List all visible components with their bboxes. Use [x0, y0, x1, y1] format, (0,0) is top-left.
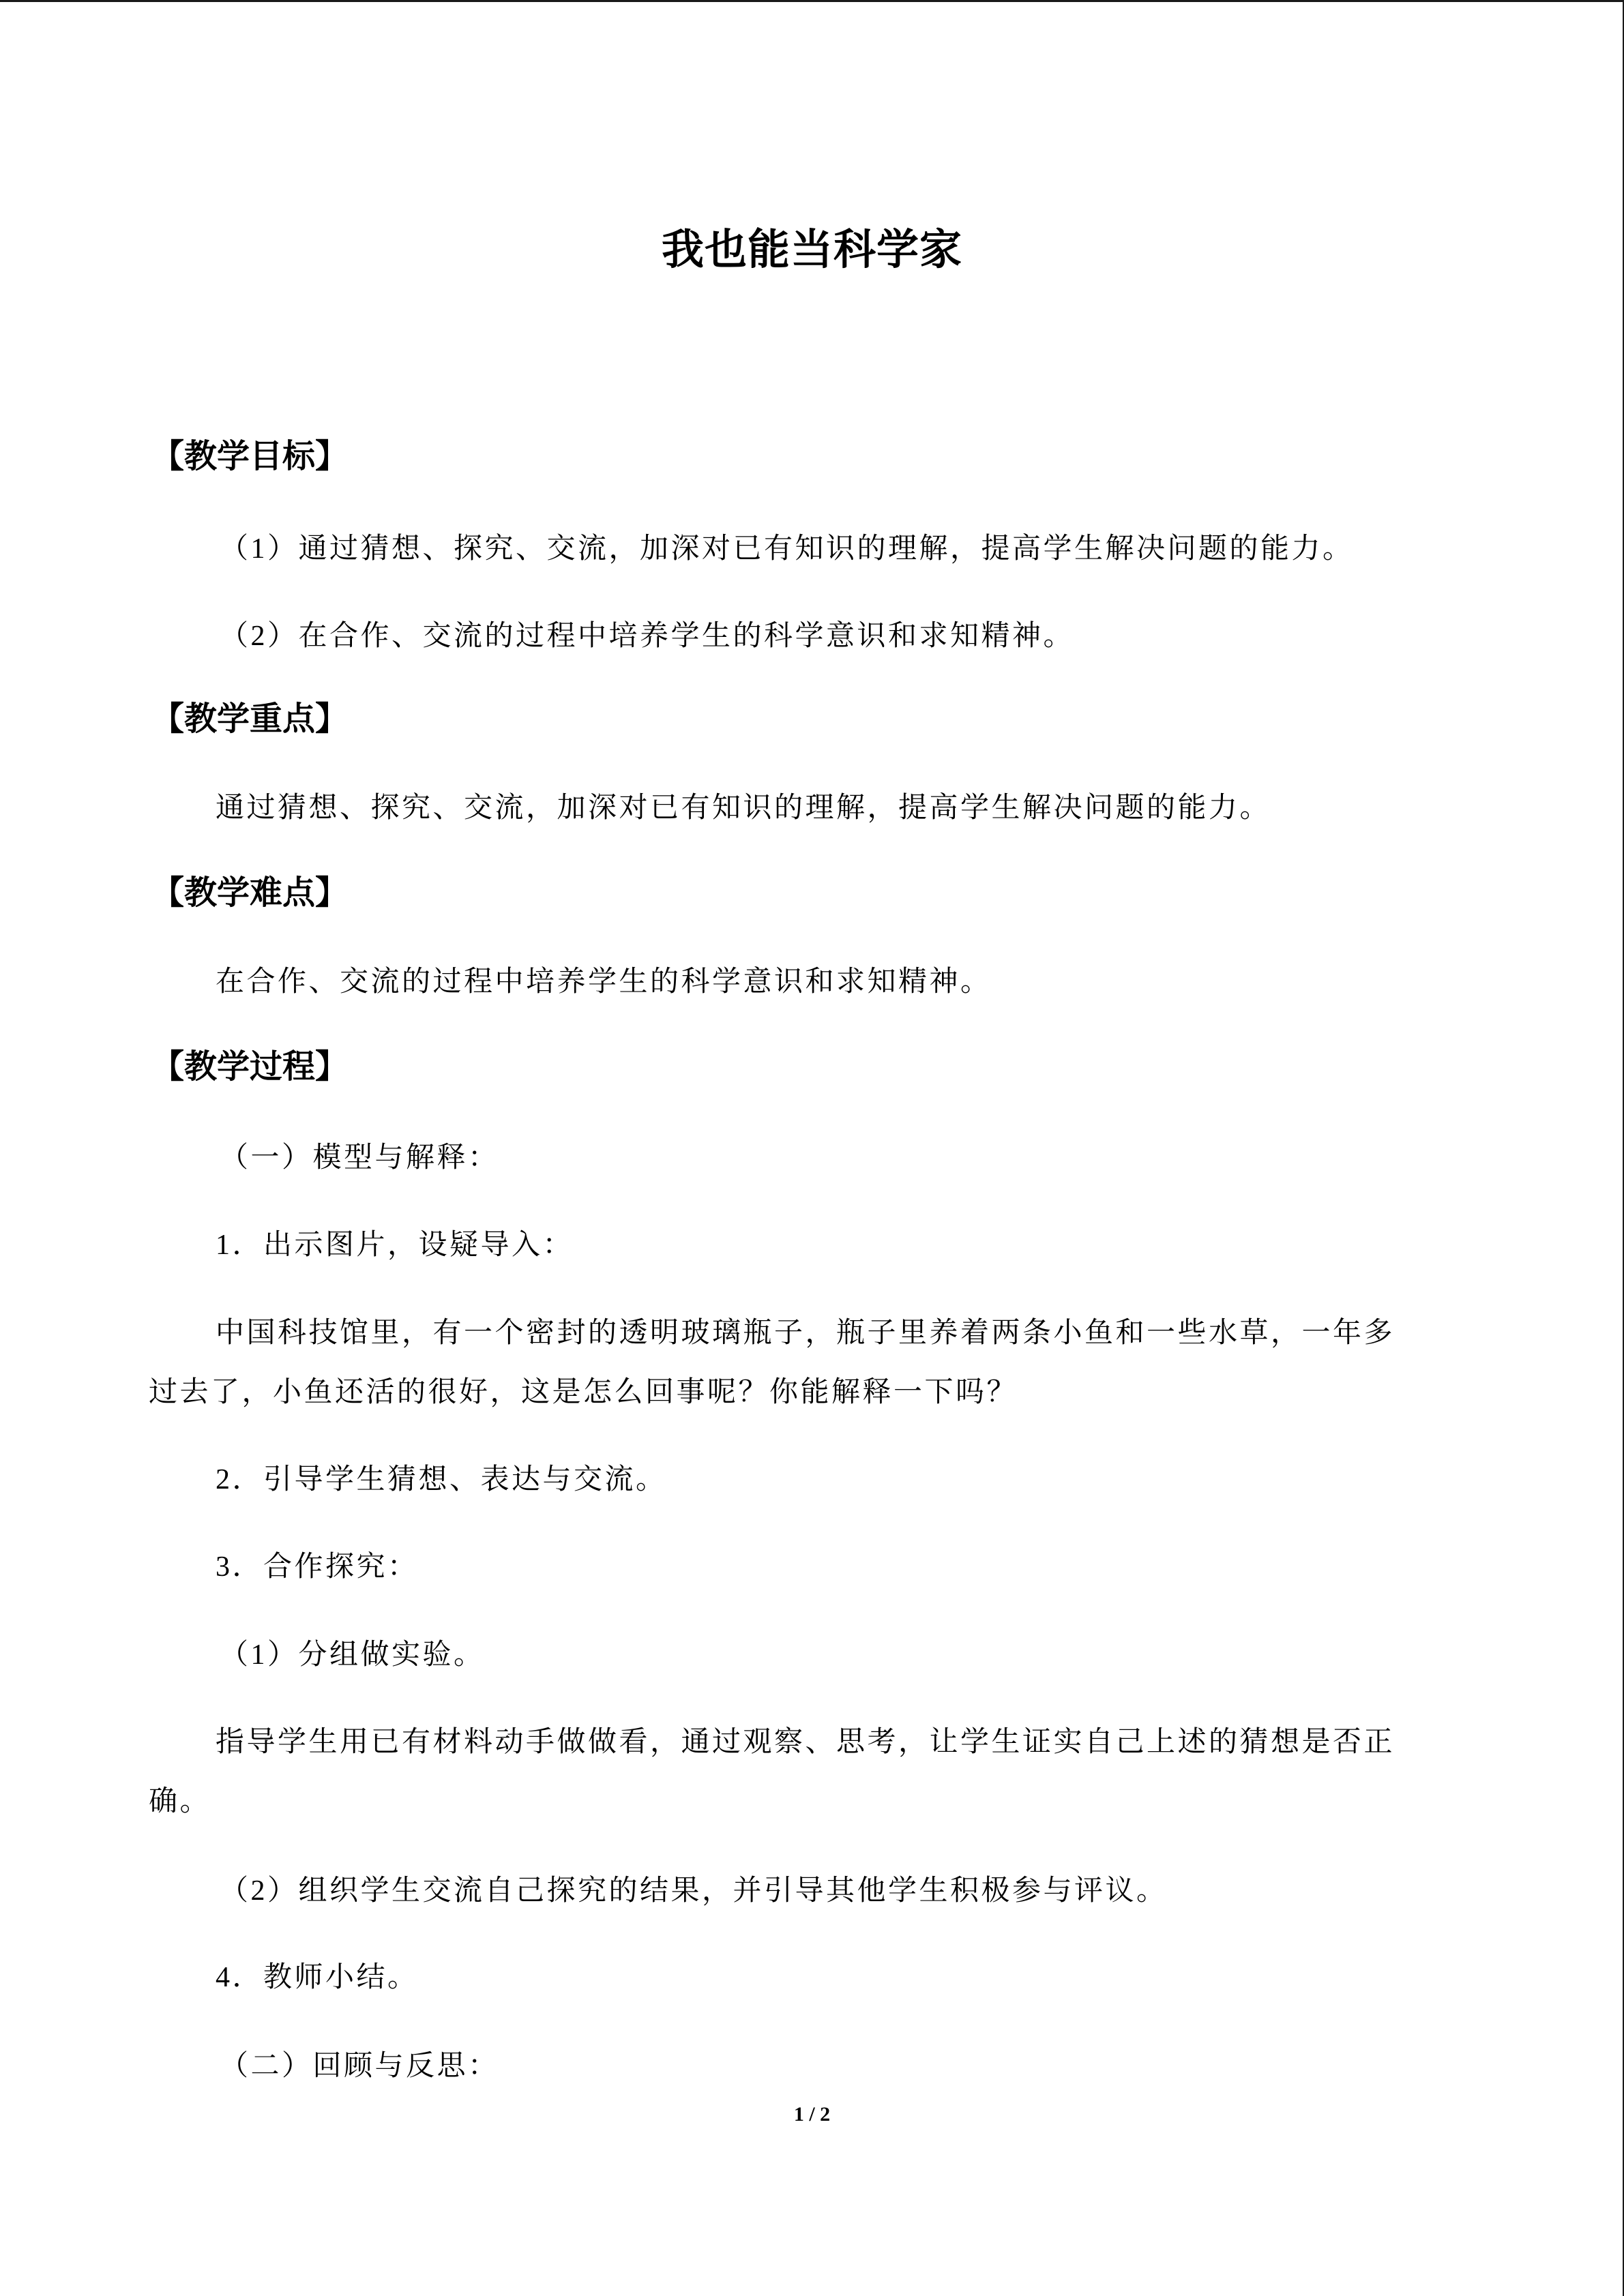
- document-title: 我也能当科学家: [661, 227, 962, 273]
- process-step-3-sub-1-text-line-1: 指导学生用已有材料动手做做看，通过观察、思考，让学生证实自己上述的猜想是否正: [216, 1727, 1396, 1758]
- process-step-3-sub-1-text-line-2: 确。: [149, 1786, 211, 1817]
- process-step-3-sub-2: （2）组织学生交流自己探究的结果，并引导其他学生积极参与评议。: [220, 1875, 1168, 1907]
- heading-objectives: 【教学目标】: [151, 438, 349, 475]
- heading-process: 【教学过程】: [151, 1049, 349, 1085]
- page-number: 1 / 2: [793, 2103, 831, 2126]
- page-top-border: [0, 0, 1624, 2]
- process-step-1: 1．出示图片，设疑导入：: [216, 1229, 574, 1261]
- process-step-3: 3．合作探究：: [216, 1551, 419, 1583]
- process-step-1-text-line-1: 中国科技馆里，有一个密封的透明玻璃瓶子，瓶子里养着两条小鱼和一些水草，一年多: [216, 1317, 1396, 1349]
- heading-difficulties: 【教学难点】: [151, 875, 349, 911]
- difficulties-text: 在合作、交流的过程中培养学生的科学意识和求知精神。: [216, 966, 992, 998]
- process-step-1-text-line-2: 过去了，小鱼还活的很好，这是怎么回事呢？你能解释一下吗？: [149, 1377, 1018, 1408]
- objective-item-2: （2）在合作、交流的过程中培养学生的科学意识和求知精神。: [220, 621, 1075, 652]
- process-step-2: 2．引导学生猜想、表达与交流。: [216, 1464, 667, 1495]
- objective-item-1: （1）通过猜想、探究、交流，加深对已有知识的理解，提高学生解决问题的能力。: [220, 533, 1354, 565]
- process-step-4: 4．教师小结。: [216, 1962, 419, 1993]
- process-part1-title: （一）模型与解释：: [220, 1142, 499, 1174]
- process-step-3-sub-1: （1）分组做实验。: [220, 1639, 485, 1671]
- heading-key-points: 【教学重点】: [151, 701, 349, 737]
- key-points-text: 通过猜想、探究、交流，加深对已有知识的理解，提高学生解决问题的能力。: [216, 792, 1271, 824]
- process-part2-title: （二）回顾与反思：: [220, 2051, 499, 2082]
